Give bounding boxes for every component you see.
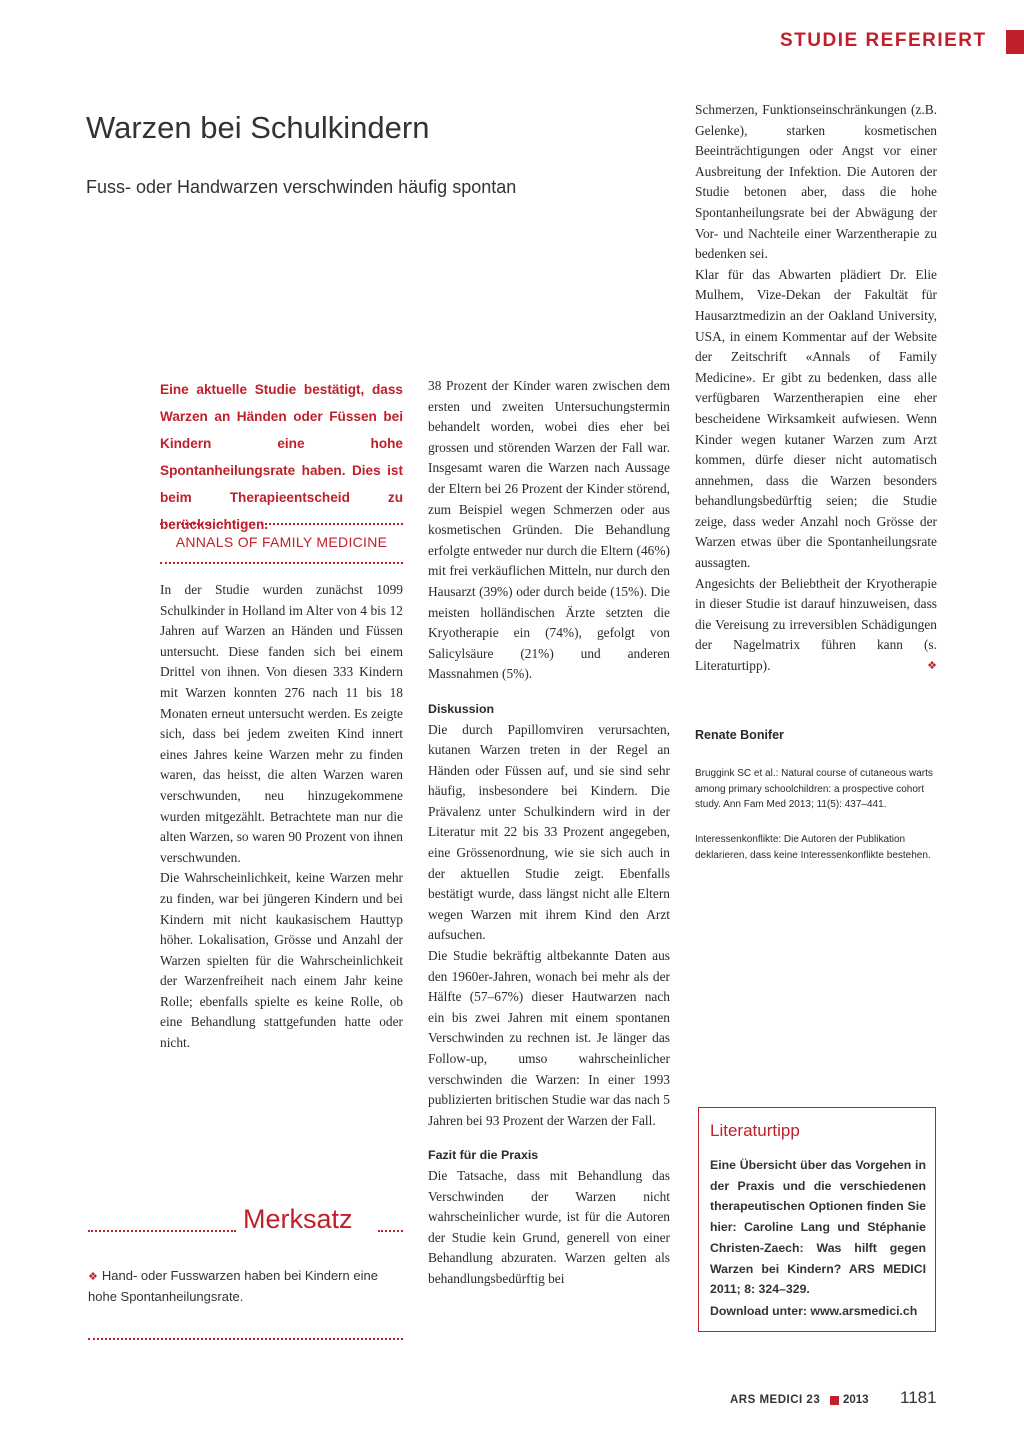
footer-year: 2013 [843,1394,869,1406]
column-2 [428,376,670,1290]
practice-heading: Fazit für die Praxis [428,1148,539,1163]
end-mark-icon: ❖ [927,660,937,673]
paragraph-text: Angesichts der Beliebtheit der Kryotherapie in dieser Studie ist darauf hinzuweisen, dass die Vereisung zu irreversiblen Schädigungen der Nagelmatrix führen kann (s. Literaturtipp). [695,575,937,674]
article-subtitle: Fuss- oder Handwarzen verschwinden häufig spontan [86,177,517,197]
literaturtipp-text: Eine Übersicht über das Vorgehen in der Praxis und die verschiedenen therapeutischen Optionen finden Sie hier: Caroline Lang und Stéphanie Christen-Zaech: Was hilft gegen Warzen bei Kindern? ARS MEDICI 2011; 8: 324–329. [710,1158,926,1297]
paragraph: Die Tatsache, dass mit Behandlung das Verschwinden der Warzen nicht wahrscheinlicher wurde, ist für die Autoren der Studie kein Grund, generell von einer Behandlung abzuraten. Warzen gelten als behandlungsbedürftig bei [428,1167,670,1286]
column-1 [160,580,403,1054]
section-label: STUDIE REFERIERT [780,30,987,51]
paragraph: Die Wahrscheinlichkeit, keine Warzen mehr zu finden, war bei jüngeren Kindern und bei Kindern mit nicht kaukasischem Hauttyp höher. Lokalisation, Grösse und Anzahl der Warzen spielten für die Wahrscheinlichkeit der Warzenfreiheit nach einem Jahr keine Rolle; ebenfalls spielte es keine Rolle, ob eine Behandlung stattgefunden hatte oder nicht. [160,870,403,1051]
paragraph: Klar für das Abwarten plädiert Dr. Elie Mulhem, Vize-Dekan der Fakultät für Hausarztmedizin an der Oakland University, USA, in einem Kommentar auf der Website der Zeitschrift «Annals of Family Medicine». Er gibt zu bedenken, dass alle verfügbaren Warzentherapien eine eher bescheidene Wirksamkeit aufwiesen. Wenn Kinder wegen kutaner Warzen zum Arzt kommen, dürfe dieser nicht automatisch annehmen, dass die Warzen besonders behandlungsbedürftig seien; die Studie zeige, dass weder Anzahl noch Grösse der Warzen etwas über die Spontanheilungsrate aussagten. [695,266,937,571]
literaturtipp-title: Literaturtipp [710,1121,800,1140]
merksatz-bullet [88,1266,388,1307]
divider-top [160,523,403,525]
article-title: Warzen bei Schulkindern [86,110,430,145]
reference: Bruggink SC et al.: Natural course of cutaneous warts among primary schoolchildren: a prospective cohort study. Ann Fam Med 2013; 11(5): 437–441. [695,768,933,810]
page-number: 1181 [900,1388,937,1407]
paragraph: 38 Prozent der Kinder waren zwischen dem ersten und zweiten Untersuchungstermin behandelt worden, wobei dies eher bei grossen und störenden Warzen der Fall war. Insgesamt waren die Warzen nach Aussage der Eltern bei 26 Prozent der Kinder störend, zum Beispiel wegen Schmerzen oder aus kosmetischen Gründen. Die Behandlung erfolgte entweder nur durch die Eltern (46%) mit frei verkäuflichen Mitteln, nur durch den Hausarzt (39%) oder durch beide (15%). Die meisten holländischen Ärzte setzten die Kryotherapie ein (74%), gefolgt von Salicylsäure (21%) und anderen Massnahmen (5%). [428,378,670,682]
paragraph: In der Studie wurden zunächst 1099 Schulkinder in Holland im Alter von 4 bis 12 Jahren auf Warzen an Händen und Füssen untersucht. Diese fanden sich bei einem Drittel von ihnen. Von diesen 333 Kindern mit Warzen konnten 276 nach 11 bis 18 Monaten erneut untersucht werden. Es zeigte sich, dass bei jedem zweiten Kind innert eines Jahres keine Warzen mehr zu finden waren, das heisst, die alten Warzen waren verschwunden, neu hinzugekommene wurden mitgezählt. Betrachtete man nur die alten Warzen, so waren 90 Prozent von ihnen verschwunden. [160,582,403,865]
column-3 [695,100,937,677]
paragraph: Schmerzen, Funktionseinschränkungen (z.B. Gelenke), starken kosmetischen Beeinträchtigungen oder Angst vor einer Ausbreitung der Infektion. Die Autoren der Studie betonen aber, dass die hohe Spontanheilungsrate bei der Abwägung der Vor- und Nachteile einer Warzentherapie zu bedenken sei. [695,102,937,262]
source-label: ANNALS OF FAMILY MEDICINE [175,534,388,550]
author: Renate Bonifer [695,728,784,742]
conflicts-note: Interessenkonflikte: Die Autoren der Publikation deklarieren, dass keine Interessenkonflikte bestehen. [695,834,931,861]
paragraph [695,574,937,677]
merksatz-text: Hand- oder Fusswarzen haben bei Kindern eine hohe Spontanheilungsrate. [88,1268,378,1304]
merksatz-divider-bottom [88,1338,403,1340]
footer-journal: ARS MEDICI 23 [730,1394,821,1406]
paragraph: Die durch Papillomviren verursachten, kutanen Warzen treten in der Regel an Händen oder Füssen auf, und sie sind sehr häufig, insbesondere bei Kindern. Die Prävalenz unter Schulkindern wird in der Literatur mit 22 bis 33 Prozent angegeben, eine Grössenordnung, wie sie sich auch in der aktuellen Studie zeigt. Ebenfalls bestätigt wurde, dass längst nicht alle Eltern wegen Warzen mit ihrem Kind den Arzt aufsuchen. [428,721,670,943]
merksatz-divider-right [378,1230,403,1232]
diamond-bullet-icon: ❖ [88,1271,98,1283]
divider-bottom [160,562,403,564]
download-link[interactable]: Download unter: www.arsmedici.ch [710,1304,918,1318]
merksatz-title: Merksatz [243,1204,353,1234]
discussion-heading: Diskussion [428,701,495,716]
corner-color-block [1006,30,1024,54]
footer-square-icon [830,1396,839,1405]
merksatz-divider-left [88,1230,236,1232]
article-lead: Eine aktuelle Studie bestätigt, dass Warzen an Händen oder Füssen bei Kindern eine hohe Spontanheilungsrate haben. Dies ist beim Therapieentscheid zu berücksichtigen. [160,382,403,532]
paragraph: Die Studie bekräftig altbekannte Daten aus den 1960er-Jahren, wonach bei mehr als der Hälfte (57–67%) dieser Hautwarzen nach ein bis zwei Jahren mit einem spontanen Verschwinden zu rechnen ist. Je länger das Follow-up, umso wahrscheinlicher verschwinden die Warzen: In einer 1993 publizierten britischen Studie war das nach 5 Jahren bei 93 Prozent der Warzen der Fall. [428,948,670,1128]
